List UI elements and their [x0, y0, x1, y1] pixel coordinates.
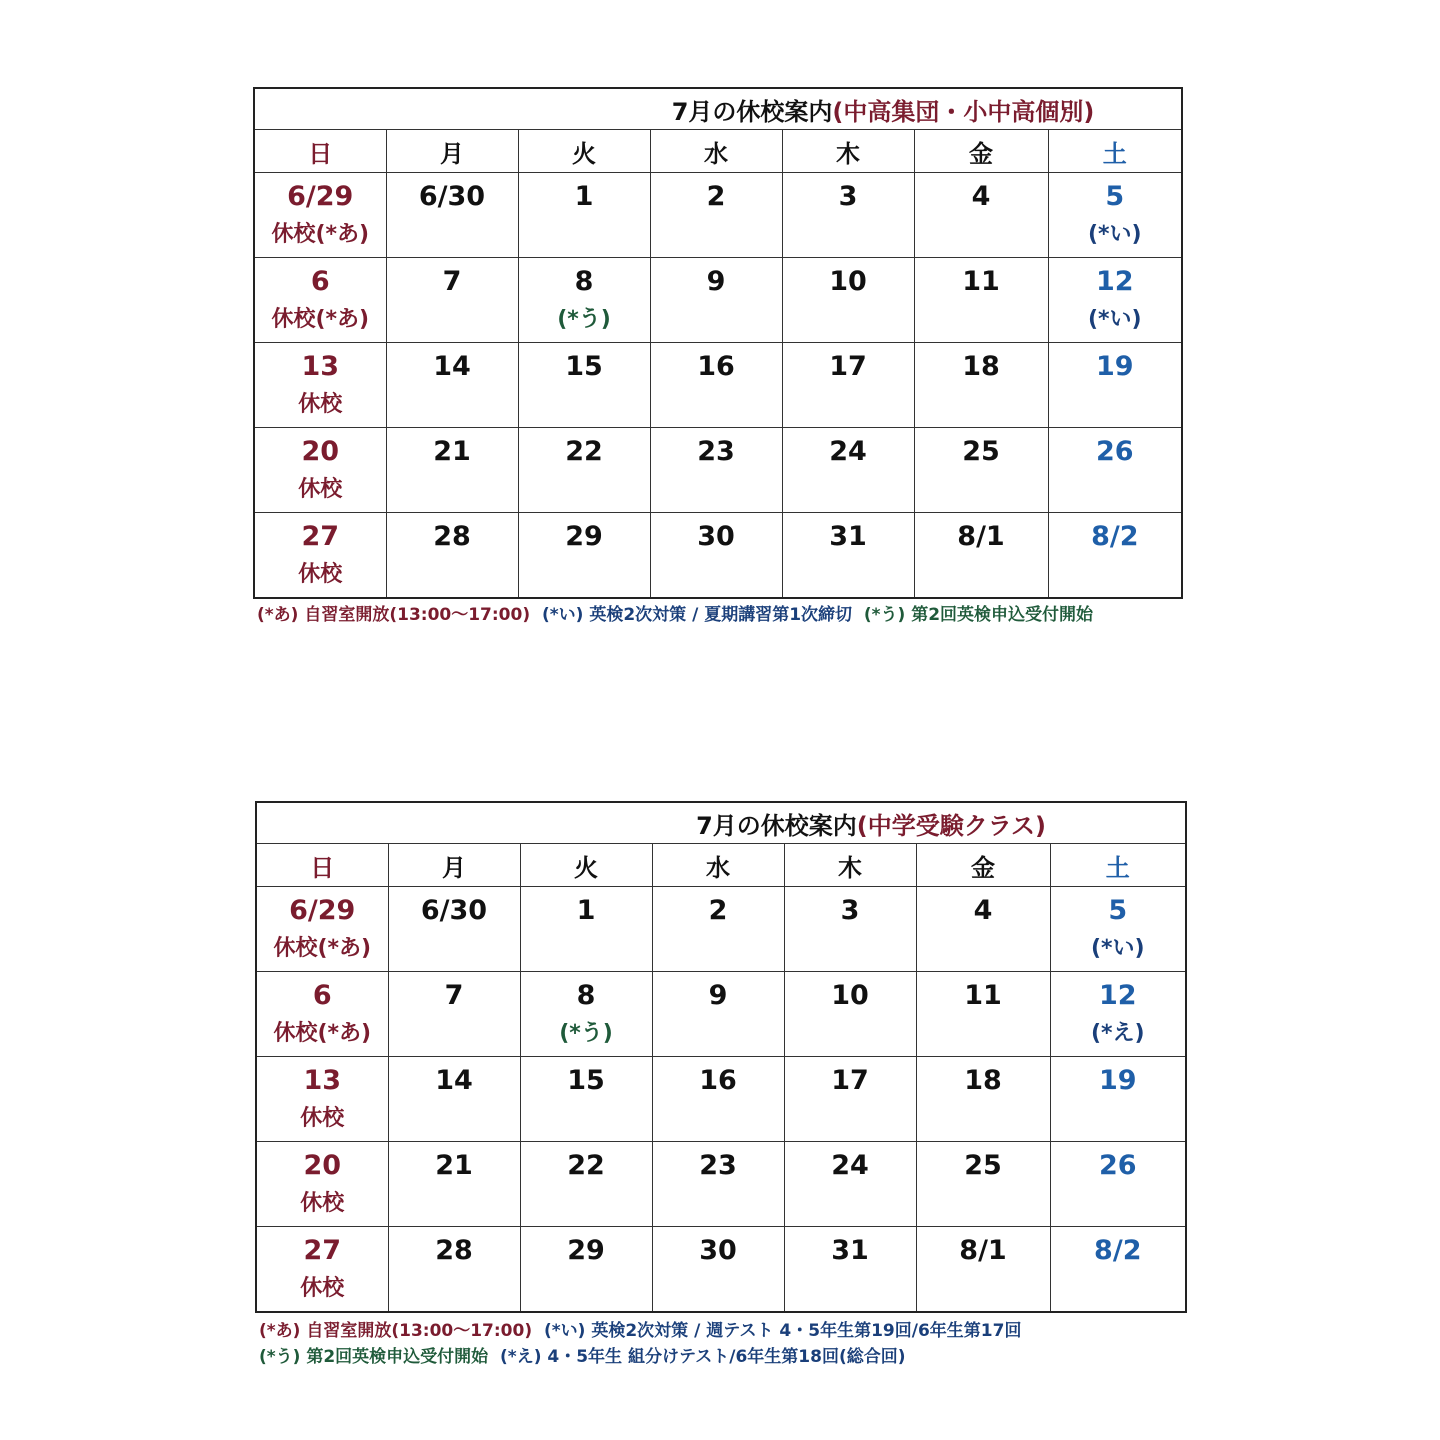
weekday-header-cell: 月	[388, 844, 520, 887]
day-number: 5	[1105, 181, 1125, 212]
day-number: 21	[433, 436, 471, 467]
day-note: 休校	[300, 1191, 345, 1216]
day-number: 14	[433, 351, 471, 382]
day-number: 13	[303, 1065, 342, 1096]
day-number: 28	[433, 521, 471, 552]
weekday-header-cell: 金	[916, 844, 1050, 887]
weekday-header-cell: 水	[652, 844, 784, 887]
calendar-day-cell	[784, 887, 916, 972]
day-note: 休校(*あ)	[271, 307, 370, 332]
day-note: 休校	[298, 562, 343, 587]
calendar-day-cell	[520, 1142, 652, 1227]
day-number: 26	[1095, 436, 1134, 467]
calendar-day-cell	[518, 428, 650, 513]
calendar-day-cell	[1048, 173, 1182, 258]
day-number: 1	[576, 895, 596, 926]
calendar-day-cell	[650, 173, 782, 258]
calendar-day-cell	[1050, 1057, 1186, 1142]
calendar-day-cell	[1048, 513, 1182, 599]
calendar-week-row	[256, 1142, 1186, 1227]
day-number: 6/29	[289, 895, 356, 926]
calendar-day-cell	[386, 428, 518, 513]
day-note: (*う)	[559, 1021, 613, 1046]
calendar-day-cell	[388, 972, 520, 1057]
calendar-day-cell	[518, 343, 650, 428]
day-number: 26	[1098, 1150, 1137, 1181]
calendar-day-cell	[1048, 258, 1182, 343]
calendar-day-cell	[650, 343, 782, 428]
calendar-day-cell	[520, 887, 652, 972]
day-number: 8/2	[1091, 521, 1139, 552]
calendar-day-cell	[782, 173, 914, 258]
day-number: 31	[829, 521, 867, 552]
weekday-header-cell: 日	[256, 844, 388, 887]
calendar-day-cell	[256, 1142, 388, 1227]
day-note: 休校	[300, 1106, 345, 1131]
calendar-day-cell	[916, 887, 1050, 972]
day-number: 20	[303, 1150, 342, 1181]
day-note: (*う)	[557, 307, 611, 332]
calendar-table-exam-class	[255, 801, 1187, 1313]
day-number: 31	[831, 1235, 869, 1266]
calendar-title-sub: (中高集団・小中高個別)	[832, 97, 1095, 126]
day-number: 19	[1098, 1065, 1137, 1096]
calendar-day-cell	[388, 1057, 520, 1142]
day-number: 12	[1095, 266, 1134, 297]
day-number: 2	[708, 895, 728, 926]
calendar-week-row	[254, 513, 1182, 599]
day-number: 29	[565, 521, 603, 552]
day-number: 7	[442, 266, 462, 297]
day-number: 25	[962, 436, 1000, 467]
day-number: 9	[708, 980, 728, 1011]
day-number: 7	[444, 980, 464, 1011]
day-number: 15	[567, 1065, 605, 1096]
day-number: 8/1	[959, 1235, 1007, 1266]
calendar-week-row	[254, 428, 1182, 513]
calendar-day-cell	[1050, 972, 1186, 1057]
day-number: 30	[699, 1235, 737, 1266]
calendar-day-cell	[916, 972, 1050, 1057]
calendar-day-cell	[520, 1057, 652, 1142]
day-number: 20	[301, 436, 340, 467]
calendar-day-cell	[1048, 343, 1182, 428]
calendar-day-cell	[256, 972, 388, 1057]
day-note: (*い)	[1090, 936, 1145, 961]
calendar-day-cell	[254, 258, 386, 343]
day-number: 2	[706, 181, 726, 212]
calendar-day-cell	[782, 513, 914, 599]
calendar-day-cell	[1050, 1142, 1186, 1227]
calendar-week-row	[256, 887, 1186, 972]
day-number: 9	[706, 266, 726, 297]
day-note: 休校(*あ)	[273, 936, 372, 961]
day-number: 14	[435, 1065, 473, 1096]
calendar-day-cell	[386, 343, 518, 428]
calendar-day-cell	[650, 258, 782, 343]
calendar-day-cell	[1050, 887, 1186, 972]
day-number: 10	[829, 266, 867, 297]
day-note: 休校(*あ)	[271, 222, 370, 247]
calendar-day-cell	[256, 1227, 388, 1313]
day-number: 27	[303, 1235, 342, 1266]
day-number: 8	[574, 266, 594, 297]
day-number: 23	[699, 1150, 737, 1181]
calendar-day-cell	[1050, 1227, 1186, 1313]
calendar-day-cell	[254, 173, 386, 258]
day-number: 8/1	[957, 521, 1005, 552]
weekday-header-row	[254, 130, 1182, 173]
legend-a: (*あ) 自習室開放(13:00～17:00)	[259, 1321, 533, 1341]
calendar-week-row	[256, 972, 1186, 1057]
calendar-day-cell	[916, 1057, 1050, 1142]
legend-u: (*う) 第2回英検申込受付開始	[863, 605, 1094, 625]
day-number: 30	[697, 521, 735, 552]
calendar-day-cell	[784, 1057, 916, 1142]
calendar-day-cell	[914, 173, 1048, 258]
calendar-day-cell	[1048, 428, 1182, 513]
legend-line-1	[259, 1316, 1021, 1341]
day-number: 21	[435, 1150, 473, 1181]
calendar-day-cell	[518, 258, 650, 343]
calendar-title	[256, 802, 1186, 844]
calendar-week-row	[256, 1227, 1186, 1313]
weekday-header-cell: 火	[520, 844, 652, 887]
day-number: 8/2	[1094, 1235, 1142, 1266]
calendar-day-cell	[652, 1057, 784, 1142]
calendar-day-cell	[386, 258, 518, 343]
calendar-day-cell	[782, 428, 914, 513]
day-number: 5	[1108, 895, 1128, 926]
day-number: 6/29	[287, 181, 354, 212]
legend-i: (*い) 英検2次対策 / 週テスト 4・5年生第19回/6年生第17回	[543, 1321, 1022, 1341]
calendar-week-row	[254, 173, 1182, 258]
calendar-week-row	[254, 258, 1182, 343]
calendar-day-cell	[652, 1227, 784, 1313]
legend-u: (*う) 第2回英検申込受付開始	[259, 1347, 489, 1367]
calendar-day-cell	[254, 428, 386, 513]
calendar-day-cell	[388, 1142, 520, 1227]
calendar-day-cell	[652, 972, 784, 1057]
day-number: 6	[312, 980, 332, 1011]
day-number: 15	[565, 351, 603, 382]
calendar-day-cell	[650, 513, 782, 599]
weekday-header-cell: 火	[518, 130, 650, 173]
day-number: 24	[831, 1150, 869, 1181]
day-number: 6/30	[418, 181, 486, 212]
day-note: (*い)	[1087, 307, 1142, 332]
calendar-day-cell	[652, 887, 784, 972]
calendar-title-sub: (中学受験クラス)	[856, 811, 1046, 840]
day-number: 23	[697, 436, 735, 467]
calendar-day-cell	[518, 513, 650, 599]
calendar-day-cell	[914, 258, 1048, 343]
calendar-day-cell	[782, 258, 914, 343]
day-note: 休校	[300, 1276, 345, 1301]
legend-i: (*い) 英検2次対策 / 夏期講習第1次締切	[541, 605, 853, 625]
calendar-day-cell	[916, 1227, 1050, 1313]
weekday-header-cell: 金	[914, 130, 1048, 173]
day-number: 17	[831, 1065, 869, 1096]
calendar-day-cell	[386, 173, 518, 258]
day-number: 3	[840, 895, 860, 926]
day-number: 22	[565, 436, 603, 467]
day-note: (*い)	[1087, 222, 1142, 247]
weekday-header-cell: 日	[254, 130, 386, 173]
day-number: 17	[829, 351, 867, 382]
weekday-header-cell: 木	[784, 844, 916, 887]
day-number: 24	[829, 436, 867, 467]
legend-line-2	[259, 1342, 906, 1367]
day-number: 13	[301, 351, 340, 382]
day-number: 3	[838, 181, 858, 212]
calendar-day-cell	[784, 1227, 916, 1313]
weekday-header-cell: 月	[386, 130, 518, 173]
day-note: 休校(*あ)	[273, 1021, 372, 1046]
legend-line	[257, 600, 1093, 625]
weekday-header-cell: 木	[782, 130, 914, 173]
day-number: 1	[574, 181, 594, 212]
calendar-day-cell	[518, 173, 650, 258]
day-number: 4	[973, 895, 993, 926]
calendar-day-cell	[784, 972, 916, 1057]
day-number: 16	[697, 351, 735, 382]
day-number: 10	[831, 980, 869, 1011]
legend-a: (*あ) 自習室開放(13:00～17:00)	[257, 605, 531, 625]
calendar-day-cell	[254, 343, 386, 428]
calendar-day-cell	[256, 887, 388, 972]
day-number: 6/30	[420, 895, 488, 926]
calendar-day-cell	[386, 513, 518, 599]
weekday-header-cell: 水	[650, 130, 782, 173]
weekday-header-cell: 土	[1048, 130, 1182, 173]
weekday-header-row	[256, 844, 1186, 887]
day-number: 4	[971, 181, 991, 212]
legend-e: (*え) 4・5年生 組分けテスト/6年生第18回(総合回)	[500, 1347, 906, 1367]
day-number: 29	[567, 1235, 605, 1266]
calendar-day-cell	[914, 343, 1048, 428]
day-number: 18	[962, 351, 1000, 382]
calendar-day-cell	[650, 428, 782, 513]
calendar-day-cell	[388, 1227, 520, 1313]
calendar-day-cell	[256, 1057, 388, 1142]
calendar-day-cell	[388, 887, 520, 972]
day-number: 27	[301, 521, 340, 552]
calendar-day-cell	[520, 972, 652, 1057]
day-note: (*え)	[1090, 1021, 1145, 1046]
day-number: 11	[964, 980, 1002, 1011]
day-number: 25	[964, 1150, 1002, 1181]
calendar-day-cell	[254, 513, 386, 599]
calendar-day-cell	[914, 428, 1048, 513]
day-number: 8	[576, 980, 596, 1011]
day-note: 休校	[298, 392, 343, 417]
day-number: 28	[435, 1235, 473, 1266]
day-number: 11	[962, 266, 1000, 297]
day-number: 6	[310, 266, 330, 297]
calendar-title-main: 7月の休校案内	[671, 97, 833, 126]
calendar-day-cell	[916, 1142, 1050, 1227]
calendar-week-row	[254, 343, 1182, 428]
calendar-day-cell	[520, 1227, 652, 1313]
calendar-table-group-classes	[253, 87, 1183, 599]
calendar-title-main: 7月の休校案内	[696, 811, 857, 840]
day-number: 18	[964, 1065, 1002, 1096]
calendar-day-cell	[914, 513, 1048, 599]
day-number: 16	[699, 1065, 737, 1096]
day-number: 22	[567, 1150, 605, 1181]
day-number: 12	[1098, 980, 1137, 1011]
day-note: 休校	[298, 477, 343, 502]
day-number: 19	[1095, 351, 1134, 382]
calendar-day-cell	[652, 1142, 784, 1227]
calendar-day-cell	[782, 343, 914, 428]
calendar-week-row	[256, 1057, 1186, 1142]
calendar-day-cell	[784, 1142, 916, 1227]
calendar-title	[254, 88, 1182, 130]
weekday-header-cell: 土	[1050, 844, 1186, 887]
